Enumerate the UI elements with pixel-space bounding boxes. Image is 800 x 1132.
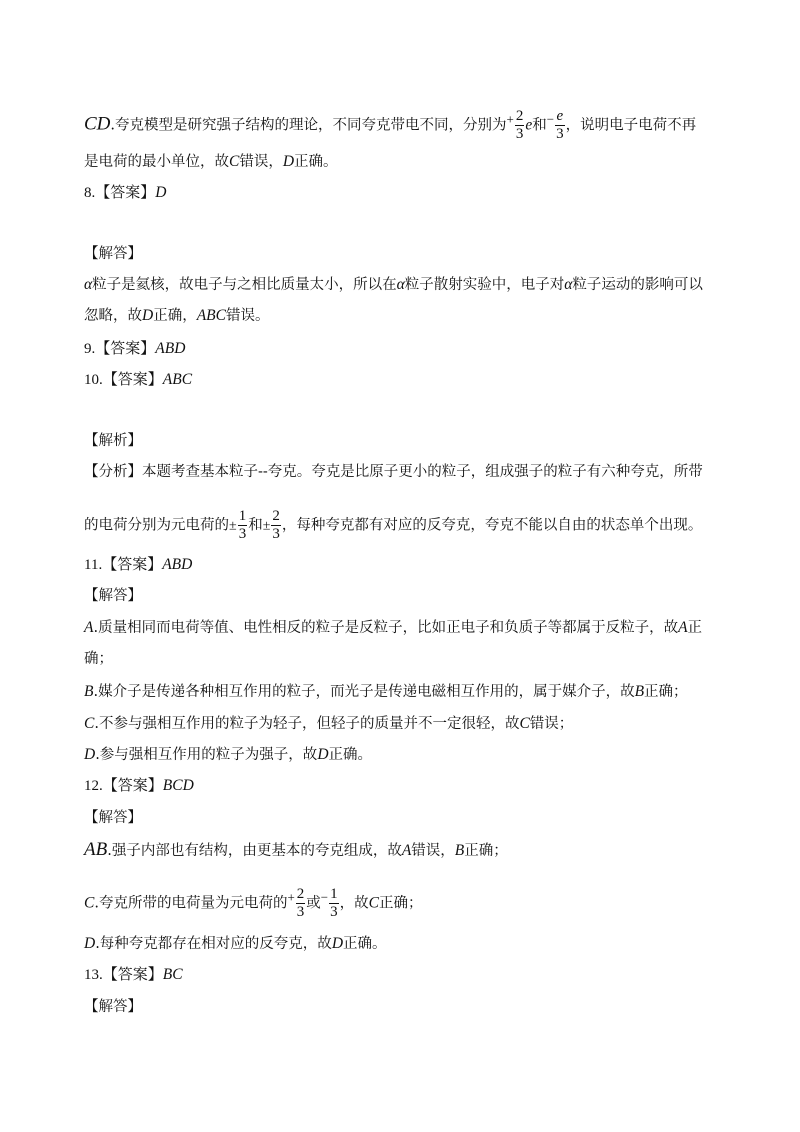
- fraction: $\frac{1}{3}$: [330, 886, 338, 920]
- minus-sign: −: [546, 111, 555, 127]
- answer-value: ABC: [162, 371, 193, 388]
- solution-heading: 【解答】: [84, 810, 142, 826]
- fraction: $\frac{2}{3}$: [515, 108, 524, 142]
- plus-sign: +: [506, 111, 514, 127]
- answer-8: 8.【答案】D: [84, 184, 167, 201]
- cd-line-1: CD.夸克模型是研究强子结构的理论，不同夸克带电不同，分别为+ $\frac{2}{3}$ e和− $\frac{e}{3}$ ，说明电子电荷不再: [84, 108, 697, 142]
- analysis-heading: 【解析】: [84, 433, 142, 449]
- answer-11: 11.【答案】ABD: [84, 556, 193, 573]
- answer-value: D: [155, 184, 167, 201]
- q8-line-2: 忽略，故D正确，ABC错误。: [84, 307, 270, 324]
- plus-sign: +: [287, 889, 295, 905]
- q10-line-1: 【分析】本题考查基本粒子--夸克。夸克是比原子更小的粒子，组成强子的粒子有六种夸克，所带: [84, 464, 703, 480]
- fraction: $\frac{2}{3}$: [272, 508, 280, 542]
- q11-option-a-cont: 确；: [84, 651, 113, 667]
- q11-option-c: C.不参与强相互作用的粒子为轻子，但轻子的质量并不一定很轻，故C错误；: [84, 715, 574, 732]
- q8-line-1: α粒子是氦核，故电子与之相比质量太小，所以在α粒子散射实验中，电子对α粒子运动的影响可以: [84, 276, 703, 293]
- q11-option-d: D.参与强相互作用的粒子为强子，故D正确。: [84, 746, 373, 763]
- answer-12: 12.【答案】BCD: [84, 777, 194, 794]
- answer-10: 10.【答案】ABC: [84, 371, 193, 388]
- plus-minus-sign: ±: [262, 518, 271, 534]
- answer-value: BCD: [162, 777, 194, 794]
- q12-option-ab: AB.强子内部也有结构，由更基本的夸克组成，故A错误，B正确；: [84, 839, 508, 860]
- plus-minus-sign: ±: [229, 518, 237, 534]
- text: .夸克模型是研究强子结构的理论，不同夸克带电不同，分别为: [110, 117, 507, 134]
- answer-13: 13.【答案】BC: [84, 966, 183, 983]
- q11-option-b: B.媒介子是传递各种相互作用的粒子，而光子是传递电磁相互作用的，属于媒介子，故B正确；: [84, 683, 688, 700]
- fraction: $\frac{1}{3}$: [238, 508, 247, 542]
- solution-heading: 【解答】: [84, 246, 142, 262]
- solution-heading: 【解答】: [84, 999, 142, 1015]
- cd-line-2: 是电荷的最小单位，故C错误，D正确。: [84, 153, 338, 170]
- charge-symbol: e: [525, 116, 533, 134]
- solution-heading: 【解答】: [84, 588, 142, 604]
- fraction: $\frac{2}{3}$: [296, 886, 305, 920]
- option-label: CD: [84, 113, 111, 135]
- q10-line-2: 的电荷分别为元电荷的± $\frac{1}{3}$ 和± $\frac{2}{3}$ ，每种夸克都有对应的反夸克，夸克不能以自由的状态单个出现。: [84, 508, 703, 542]
- q12-option-d: D.每种夸克都存在相对应的反夸克，故D正确。: [84, 935, 387, 952]
- q11-option-a: A.质量相同而电荷等值、电性相反的粒子是反粒子，比如正电子和负质子等都属于反粒子，故A正: [84, 619, 703, 636]
- minus-sign: −: [320, 889, 329, 905]
- fraction: $\frac{e}{3}$: [556, 108, 564, 142]
- q12-option-c: C.夸克所带的电荷量为元电荷的+ $\frac{2}{3}$ 或− $\frac{1}{3}$ ，故C正确；: [84, 886, 423, 920]
- answer-value: ABD: [155, 340, 186, 357]
- answer-value: ABD: [162, 556, 193, 573]
- answer-value: BC: [162, 966, 183, 983]
- answer-9: 9.【答案】ABD: [84, 340, 186, 357]
